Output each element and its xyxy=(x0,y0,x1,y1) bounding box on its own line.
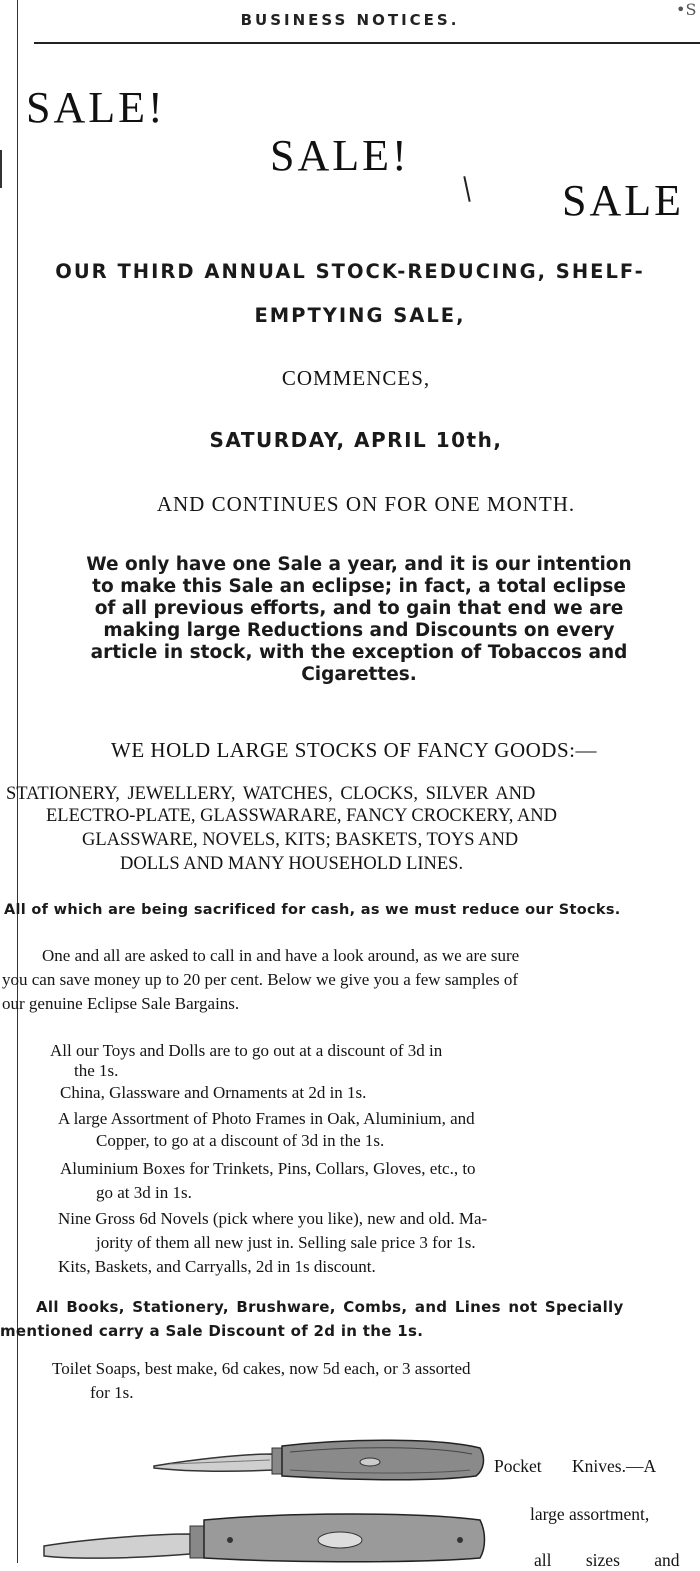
headline-line-1: OUR THIRD ANNUAL STOCK-REDUCING, SHELF- xyxy=(55,260,645,283)
intro-line: We only have one Sale a year, and it is our intention xyxy=(86,554,632,575)
knives-line-1: Pocket Knives.—A xyxy=(494,1456,657,1476)
goods-heading: WE HOLD LARGE STOCKS OF FANCY GOODS:— xyxy=(111,738,597,762)
books-line-2: mentioned carry a Sale Discount of 2d in the 1s. xyxy=(0,1322,424,1340)
intro-paragraph xyxy=(78,554,640,686)
pocket-knife-illustration-2 xyxy=(40,1504,488,1563)
intro-line: making large Reductions and Discounts on every xyxy=(103,620,615,641)
goods-line: STATIONERY, JEWELLERY, WATCHES, CLOCKS, SILVER AND xyxy=(6,784,536,804)
intro-line: to make this Sale an eclipse; in fact, a total eclipse xyxy=(92,576,626,597)
knives-line-3: all sizes and xyxy=(534,1550,680,1570)
bargain-boxes: Aluminium Boxes for Trinkets, Pins, Collars, Gloves, etc., to xyxy=(60,1159,476,1178)
goods-line: ELECTRO-PLATE, GLASSWARARE, FANCY CROCKERY, AND xyxy=(46,806,558,826)
header-rule xyxy=(34,42,700,44)
knives-line-2: large assortment, xyxy=(530,1504,650,1524)
bargain-boxes-cont: go at 3d in 1s. xyxy=(96,1183,192,1202)
bargain-toys-cont: the 1s. xyxy=(74,1061,119,1080)
soaps-line-1: Toilet Soaps, best make, 6d cakes, now 5d each, or 3 assorted xyxy=(52,1359,471,1378)
bargain-novels-cont: jority of them all new just in. Selling sale price 3 for 1s. xyxy=(96,1233,476,1252)
left-margin-mark xyxy=(0,150,2,188)
bargain-novels: Nine Gross 6d Novels (pick where you like), new and old. Ma- xyxy=(58,1209,488,1228)
intro-line: Cigarettes. xyxy=(301,664,417,685)
continues-line: AND CONTINUES ON FOR ONE MONTH. xyxy=(156,492,576,516)
bargain-frames: A large Assortment of Photo Frames in Oak, Aluminium, and xyxy=(58,1109,475,1128)
intro-line: article in stock, with the exception of Tobaccos and xyxy=(90,642,628,663)
headline-line-2: EMPTYING SALE, xyxy=(254,304,466,327)
bargain-toys: All our Toys and Dolls are to go out at a discount of 3d in xyxy=(50,1041,443,1060)
sale-heading-1: SALE! xyxy=(26,83,166,132)
pocket-knife-illustration-1 xyxy=(150,1430,490,1486)
books-line-1: All Books, Stationery, Brushware, Combs, and Lines not Specially xyxy=(36,1298,624,1316)
intro-line: of all previous efforts, and to gain that end we are xyxy=(94,598,624,619)
goods-line: DOLLS AND MANY HOUSEHOLD LINES. xyxy=(120,854,464,874)
page-header: BUSINESS NOTICES. xyxy=(240,11,460,29)
bargain-frames-cont: Copper, to go at a discount of 3d in the 1s. xyxy=(96,1131,385,1150)
soaps-line-2: for 1s. xyxy=(90,1383,134,1402)
call-in-line: our genuine Eclipse Sale Bargains. xyxy=(2,994,240,1013)
bargain-china: China, Glassware and Ornaments at 2d in 1s. xyxy=(60,1083,367,1102)
call-in-line: One and all are asked to call in and have a look around, as we are sure xyxy=(42,946,520,965)
sale-heading-3: SALE xyxy=(562,176,684,225)
call-in-line: you can save money up to 20 per cent. Below we give you a few samples of xyxy=(2,970,518,989)
goods-line: GLASSWARE, NOVELS, KITS; BASKETS, TOYS AND xyxy=(82,830,519,850)
sale-date: SATURDAY, APRIL 10th, xyxy=(209,428,503,452)
sacrifice-line: All of which are being sacrificed for cash, as we must reduce our Stocks. xyxy=(4,902,621,918)
print-speck xyxy=(463,176,470,202)
corner-mark: •S xyxy=(676,0,697,19)
commences-line: COMMENCES, xyxy=(281,366,431,390)
sale-heading-2: SALE! xyxy=(270,131,410,180)
bargain-kits: Kits, Baskets, and Carryalls, 2d in 1s discount. xyxy=(58,1257,376,1276)
